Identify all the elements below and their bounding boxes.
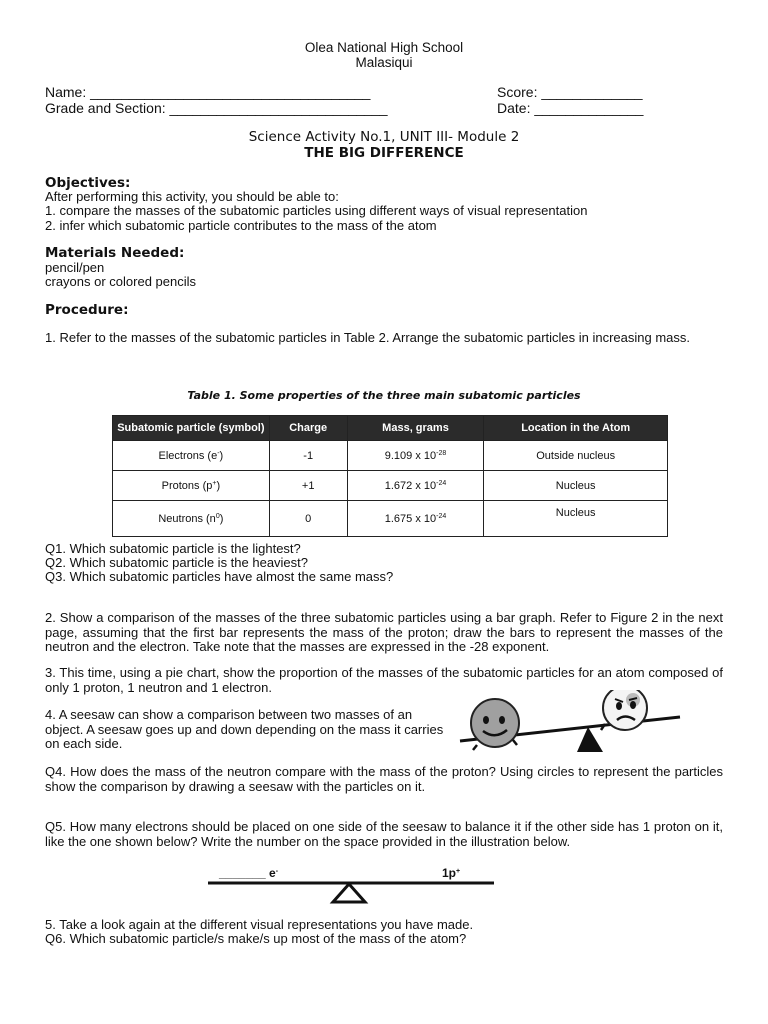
table-header-particle: Subatomic particle (symbol) bbox=[113, 416, 270, 441]
question-3: Q3. Which subatomic particles have almost the same mass? bbox=[45, 569, 394, 584]
particle-symbol-sup: - bbox=[217, 449, 220, 457]
particle-name-end: ) bbox=[219, 449, 224, 462]
seesaw-right-label bbox=[442, 866, 460, 880]
table-row bbox=[113, 441, 668, 471]
mass-value: 1.675 x 10 bbox=[384, 512, 437, 525]
seesaw-left-label bbox=[219, 866, 278, 880]
table-header-charge: Charge bbox=[269, 416, 347, 441]
procedure-heading: Procedure: bbox=[45, 302, 129, 318]
particle-name: Electrons (e bbox=[158, 449, 218, 462]
mass-exponent: -28 bbox=[436, 449, 447, 457]
particle-name: Protons (p bbox=[161, 479, 213, 492]
particle-symbol-sup: + bbox=[212, 479, 217, 487]
objective-item: 1. compare the masses of the subatomic particles using different ways of visual representation bbox=[45, 203, 588, 218]
question-5: Q5. How many electrons should be placed on one side of the seesaw to balance it if the other side has 1 proton on it, like the one shown below? Write the number on the space provided in the illustration below. bbox=[45, 819, 723, 849]
objectives-heading: Objectives: bbox=[45, 175, 131, 191]
objective-item: 2. infer which subatomic particle contributes to the mass of the atom bbox=[45, 218, 437, 233]
procedure-step-5: 5. Take a look again at the different visual representations you have made. bbox=[45, 917, 474, 932]
mass-cell bbox=[347, 501, 484, 537]
location-cell: Nucleus bbox=[484, 501, 668, 537]
heavy-particle-face-icon bbox=[471, 699, 519, 750]
date-field-label: Date: ______________ bbox=[497, 100, 644, 116]
mass-exponent: -24 bbox=[436, 512, 447, 520]
seesaw-fulcrum bbox=[577, 727, 603, 752]
mass-exponent: -24 bbox=[436, 479, 447, 487]
school-name: Olea National High School bbox=[304, 40, 464, 55]
activity-subtitle: THE BIG DIFFERENCE bbox=[304, 145, 464, 161]
question-1: Q1. Which subatomic particle is the lightest? bbox=[45, 541, 301, 556]
particle-name: Neutrons (n bbox=[158, 512, 216, 525]
table-header-mass: Mass, grams bbox=[347, 416, 484, 441]
particle-cell bbox=[113, 441, 270, 471]
location-cell: Nucleus bbox=[484, 471, 668, 501]
table-header-location: Location in the Atom bbox=[484, 416, 668, 441]
charge-cell: +1 bbox=[269, 471, 347, 501]
grade-section-field-label: Grade and Section: ____________________________ bbox=[45, 100, 388, 116]
particle-cell bbox=[113, 501, 270, 537]
location-cell: Outside nucleus bbox=[484, 441, 668, 471]
particle-name-end: ) bbox=[219, 512, 224, 525]
table-header-row bbox=[113, 416, 668, 441]
particle-name-end: ) bbox=[216, 479, 221, 492]
mass-value: 9.109 x 10 bbox=[384, 449, 437, 462]
activity-title: Science Activity No.1, UNIT III- Module 2 bbox=[248, 129, 520, 145]
particle-symbol-sup: 0 bbox=[215, 512, 220, 520]
school-location: Malasiqui bbox=[355, 55, 413, 70]
question-6: Q6. Which subatomic particle/s make/s up most of the mass of the atom? bbox=[45, 931, 467, 946]
particle-cell bbox=[113, 471, 270, 501]
charge-cell: 0 bbox=[269, 501, 347, 537]
mass-cell bbox=[347, 441, 484, 471]
proton-label: 1p bbox=[442, 866, 457, 880]
table-row bbox=[113, 501, 668, 537]
score-field-label: Score: _____________ bbox=[497, 84, 643, 100]
seesaw-cartoon-illustration bbox=[455, 690, 705, 756]
objectives-intro: After performing this activity, you should be able to: bbox=[45, 189, 339, 204]
mass-value: 1.672 x 10 bbox=[384, 479, 437, 492]
balance-fulcrum bbox=[333, 884, 365, 902]
electron-blank: _______ e bbox=[219, 866, 276, 880]
procedure-step-1: 1. Refer to the masses of the subatomic particles in Table 2. Arrange the subatomic particles in increasing mass. bbox=[45, 330, 691, 345]
proton-sup: + bbox=[456, 868, 461, 875]
charge-cell: -1 bbox=[269, 441, 347, 471]
procedure-step-3: 3. This time, using a pie chart, show the proportion of the masses of the subatomic particles for an atom composed of only 1 proton, 1 neutron and 1 electron. bbox=[45, 665, 723, 695]
table-caption: Table 1. Some properties of the three main subatomic particles bbox=[187, 389, 581, 402]
materials-heading: Materials Needed: bbox=[45, 245, 185, 261]
question-2: Q2. Which subatomic particle is the heaviest? bbox=[45, 555, 309, 570]
table-row bbox=[113, 471, 668, 501]
material-item: crayons or colored pencils bbox=[45, 274, 197, 289]
name-field-label: Name: ____________________________________ bbox=[45, 84, 371, 100]
procedure-step-4: 4. A seesaw can show a comparison between two masses of an object. A seesaw goes up and down depending on the mass it carries on each side. bbox=[45, 707, 444, 751]
mass-cell bbox=[347, 471, 484, 501]
procedure-step-2: 2. Show a comparison of the masses of the three subatomic particles using a bar graph. Refer to Figure 2 in the next page, assuming that the first bar represents the mass of the proton; draw the bars to represent the masses of the neutron and the electron. Take note that the masses are expressed in the -28 exponent. bbox=[45, 610, 723, 654]
electron-sup: - bbox=[275, 868, 279, 875]
subatomic-properties-table bbox=[112, 415, 668, 537]
question-4: Q4. How does the mass of the neutron compare with the mass of the proton? Using circles to represent the particles show the comparison by drawing a seesaw with the particles on it. bbox=[45, 764, 723, 794]
material-item: pencil/pen bbox=[45, 260, 105, 275]
